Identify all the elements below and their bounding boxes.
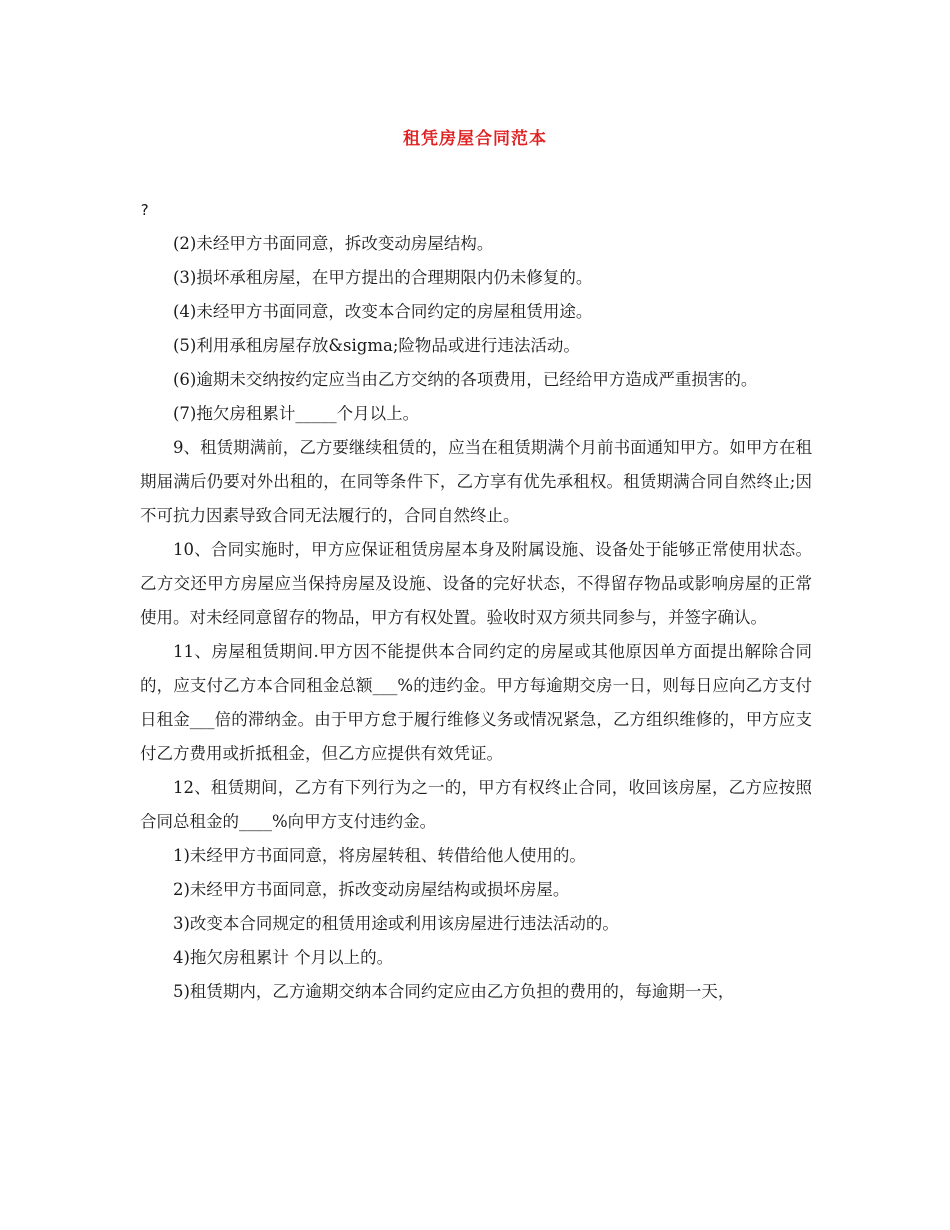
paragraph-article-12: 12、租赁期间，乙方有下列行为之一的，甲方有权终止合同，收回该房屋，乙方应按照合同总租金的____%向甲方支付违约金。 <box>140 778 812 831</box>
paragraph-clause-2: (2)未经甲方书面同意，拆改变动房屋结构。 <box>173 234 494 253</box>
paragraph-article-9: 9、租赁期满前，乙方要继续租赁的，应当在租赁期满个月前书面通知甲方。如甲方在租期届满后仍要对外出租的，在同等条件下，乙方享有优先承租权。租赁期满合同自然终止;因不可抗力因素导致合同无法履行的，合同自然终止。 <box>140 438 812 525</box>
paragraph-article-10: 10、合同实施时，甲方应保证租赁房屋本身及附属设施、设备处于能够正常使用状态。乙方交还甲方房屋应当保持房屋及设施、设备的完好状态，不得留存物品或影响房屋的正常使用。对未经同意留存的物品，甲方有权处置。验收时双方须共同参与，并签字确认。 <box>140 540 812 627</box>
document-body <box>140 193 812 1009</box>
paragraph-clause-3: (3)损坏承租房屋，在甲方提出的合理期限内仍未修复的。 <box>173 268 593 287</box>
paragraph-clause-7: (7)拖欠房租累计_____个月以上。 <box>173 404 420 423</box>
paragraph-item-4: 4)拖欠房租累计 个月以上的。 <box>173 948 394 967</box>
paragraph-clause-6: (6)逾期未交纳按约定应当由乙方交纳的各项费用，已经给甲方造成严重损害的。 <box>173 370 758 389</box>
document-title: 租凭房屋合同范本 <box>403 129 547 149</box>
paragraph-item-5: 5)租赁期内，乙方逾期交纳本合同约定应由乙方负担的费用的，每逾期一天， <box>173 982 735 1001</box>
paragraph-clause-4: (4)未经甲方书面同意，改变本合同约定的房屋租赁用途。 <box>173 302 593 321</box>
paragraph-item-3: 3)改变本合同规定的租赁用途或利用该房屋进行违法活动的。 <box>173 914 619 933</box>
paragraph-question-mark: ? <box>140 201 150 219</box>
paragraph-article-11: 11、房屋租赁期间.甲方因不能提供本合同约定的房屋或其他原因单方面提出解除合同的，应支付乙方本合同租金总额___%的违约金。甲方每逾期交房一日，则每日应向乙方支付日租金___倍的滞纳金。由于甲方怠于履行维修义务或情况紧急，乙方组织维修的，甲方应支付乙方费用或折抵租金，但乙方应提供有效凭证。 <box>140 642 812 763</box>
paragraph-clause-5: (5)利用承租房屋存放&sigma;险物品或进行违法活动。 <box>173 336 580 355</box>
paragraph-item-2: 2)未经甲方书面同意，拆改变动房屋结构或损坏房屋。 <box>173 880 570 899</box>
paragraph-item-1: 1)未经甲方书面同意，将房屋转租、转借给他人使用的。 <box>173 846 586 865</box>
